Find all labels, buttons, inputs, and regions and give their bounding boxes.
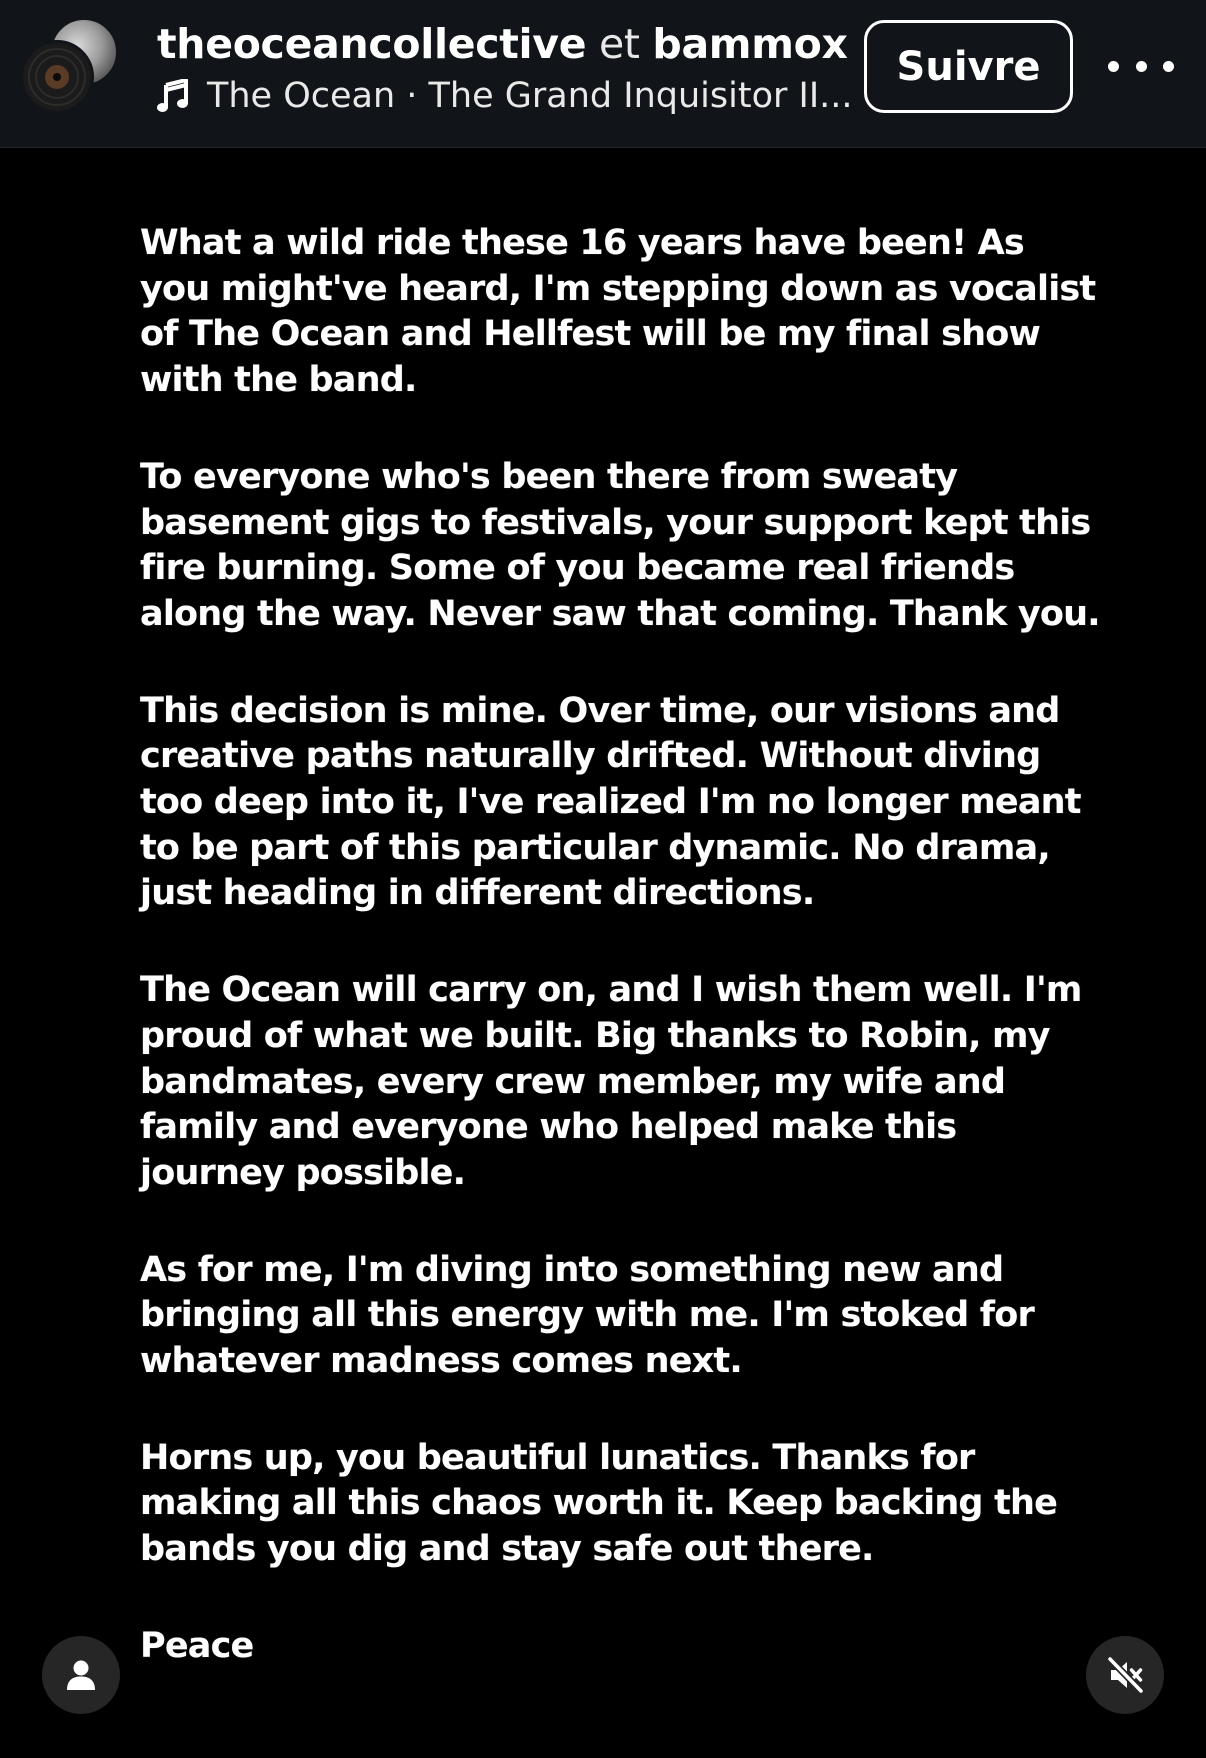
- post-text-image: [140, 221, 1100, 1670]
- account-name-secondary[interactable]: bammox: [652, 20, 848, 68]
- music-note-icon: [157, 79, 189, 113]
- vinyl-record-icon: [23, 43, 91, 111]
- tagged-people-button[interactable]: [42, 1636, 120, 1714]
- post-paragraph: As for me, I'm diving into something new and bringing all this energy with me. I'm stoked for whatever madness comes next.: [140, 1249, 1034, 1382]
- speaker-muted-icon: [1105, 1655, 1145, 1695]
- post-paragraph: To everyone who's been there from sweaty basement gigs to festivals, your support kept this fire burning. Some of you became real friends along the way. Never saw that coming. Thank you.: [140, 456, 1100, 634]
- audio-attribution[interactable]: [157, 74, 853, 118]
- post-header-titles: [157, 18, 853, 118]
- more-dot: [1163, 61, 1174, 72]
- avatar-theoceancollective[interactable]: [20, 40, 94, 114]
- collab-avatars[interactable]: [20, 18, 120, 116]
- more-options-icon[interactable]: [1108, 44, 1174, 88]
- post-paragraph: Horns up, you beautiful lunatics. Thanks for making all this chaos worth it. Keep backing the bands you dig and stay safe out there.: [140, 1437, 1058, 1570]
- post-paragraph: The Ocean will carry on, and I wish them well. I'm proud of what we built. Big thanks to Robin, my bandmates, every crew member, my wife and family and everyone who helped make this journey possible.: [140, 970, 1082, 1193]
- post-header: [0, 0, 1206, 148]
- collab-accounts: [157, 18, 848, 70]
- person-icon: [66, 1659, 96, 1691]
- post-paragraph: What a wild ride these 16 years have been! As you might've heard, I'm stepping down as vocalist of The Ocean and Hellfest will be my final show with the band.: [140, 223, 1096, 401]
- more-dot: [1136, 61, 1147, 72]
- account-name-primary[interactable]: theoceancollective: [157, 20, 587, 68]
- mute-toggle-button[interactable]: [1086, 1636, 1164, 1714]
- post-paragraph: This decision is mine. Over time, our visions and creative paths naturally drifted. Without diving too deep into it, I've realized I'm no longer meant to be part of this particular dynamic. No drama, just heading in different directions.: [140, 690, 1081, 914]
- follow-button[interactable]: Suivre: [864, 20, 1073, 113]
- collab-conjunction: et: [598, 20, 640, 68]
- post-signoff: Peace: [140, 1625, 254, 1666]
- audio-track-title: The Ocean · The Grand Inquisitor II...: [207, 76, 853, 116]
- more-dot: [1108, 61, 1119, 72]
